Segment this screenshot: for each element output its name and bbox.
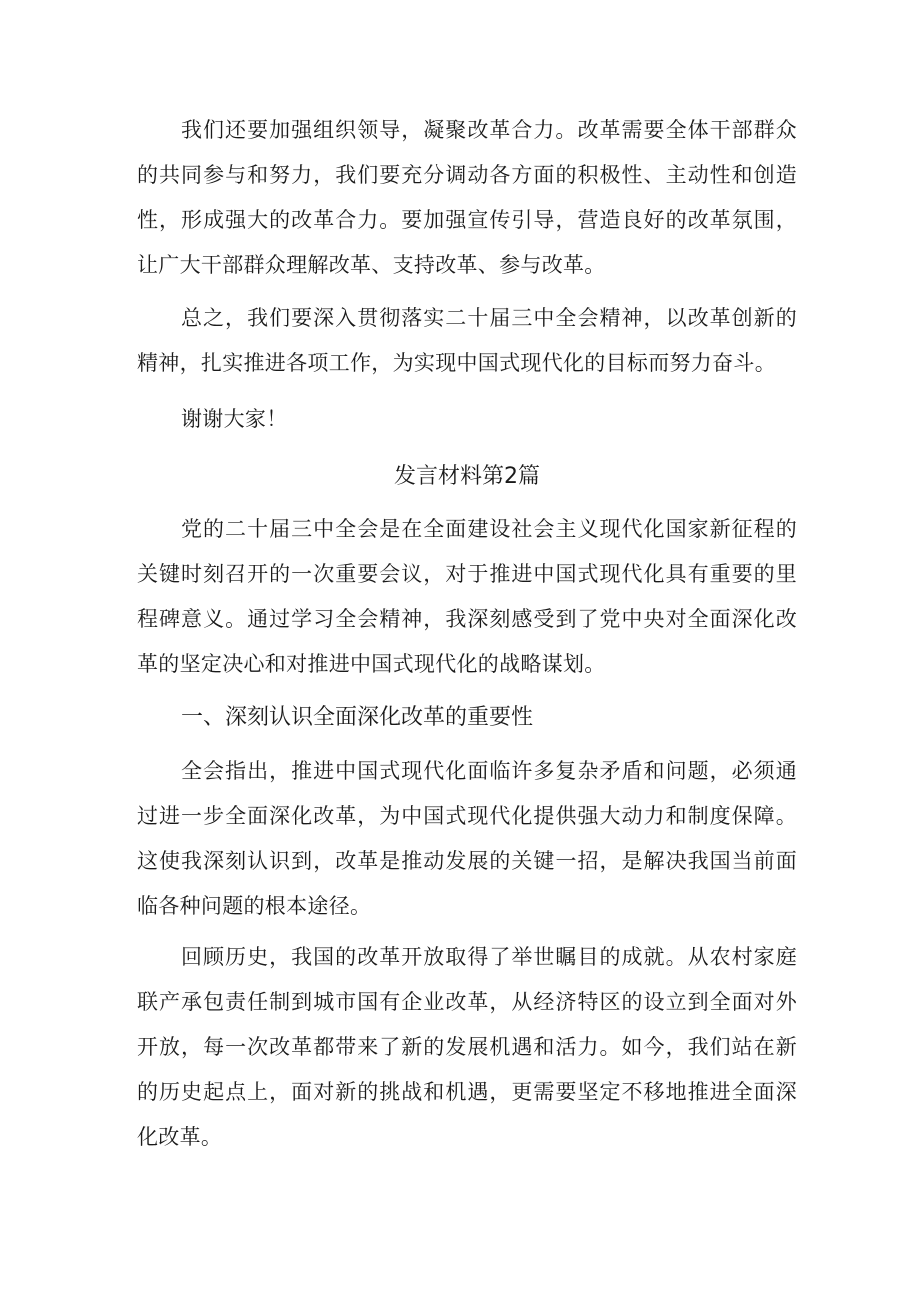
paragraph-intro: 党的二十届三中全会是在全面建设社会主义现代化国家新征程的关键时刻召开的一次重要会议，对于推进中国式现代化具有重要的里程碑意义。通过学习全会精神，我深刻感受到了党中央对全面深化改革的坚定决心和对推进中国式现代化的战略谋划。	[137, 517, 797, 676]
paragraph-conclusion: 总之，我们要深入贯彻落实二十届三中全会精神，以改革创新的精神，扎实推进各项工作，为实现中国式现代化的目标而努力奋斗。	[137, 306, 797, 375]
paragraph-thanks: 谢谢大家！	[181, 407, 288, 431]
paragraph-section-2: 回顾历史，我国的改革开放取得了举世瞩目的成就。从农村家庭联产承包责任制到城市国有企业改革，从经济特区的设立到全面对外开放，每一次改革都带来了新的发展机遇和活力。如今，我们站在新的历史起点上，面对新的挑战和机遇，更需要坚定不移地推进全面深化改革。	[137, 945, 797, 1149]
paragraph-section-1: 全会指出，推进中国式现代化面临许多复杂矛盾和问题，必须通过进一步全面深化改革，为中国式现代化提供强大动力和制度保障。这使我深刻认识到，改革是推动发展的关键一招，是解决我国当前面临各种问题的根本途径。	[137, 759, 797, 918]
paragraph-organize-leadership: 我们还要加强组织领导，凝聚改革合力。改革需要全体干部群众的共同参与和努力，我们要充分调动各方面的积极性、主动性和创造性，形成强大的改革合力。要加强宣传引导，营造良好的改革氛围，让广大干部群众理解改革、支持改革、参与改革。	[137, 118, 797, 277]
article-title: 发言材料第2篇	[394, 464, 540, 489]
section-heading: 一、深刻认识全面深化改革的重要性	[181, 705, 534, 730]
